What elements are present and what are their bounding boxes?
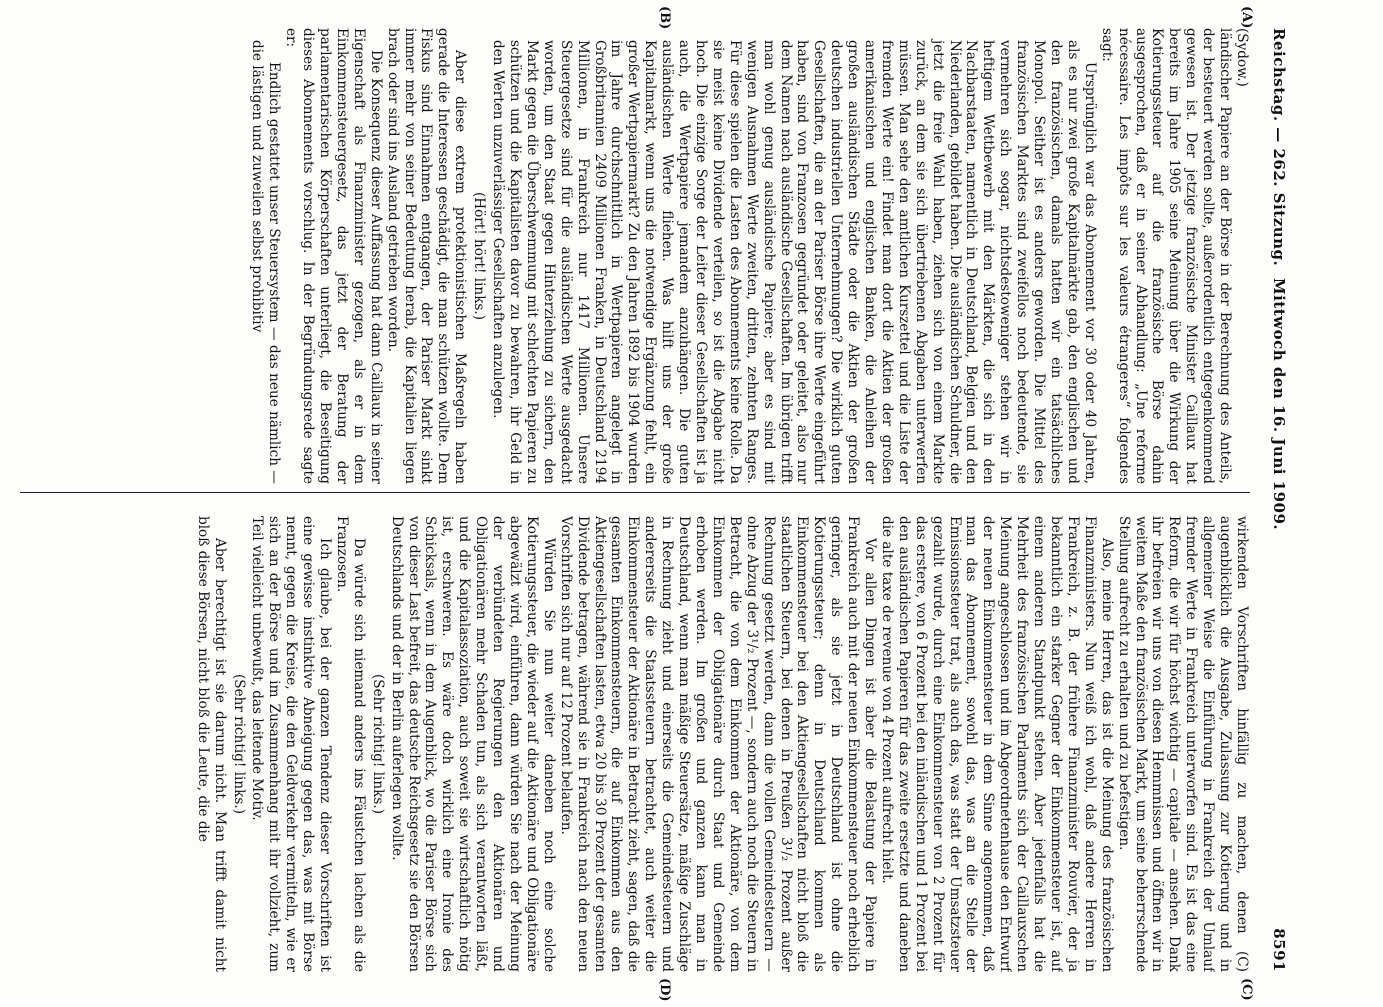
paragraph: Würden Sie nun weiter daneben noch eine solche Kotierungssteuer, die wieder auf die Aktionäre und Obligationäre abgewälzt wird, einführen, dann würden Sie nach der Meinung der verbündeten Regierungen den Aktionären und Obligationären mehr Schaden tun, als sich verantworten läßt, und die Kapitalassoziation, auch soweit sie wirtschaftlich nötig ist, erschweren. Es wäre doch wirklich eine Ironie des Schicksals, wenn in dem Augenblick, wo die Pariser Börse sich von dieser Last befreit, das deutsche Reichsgesetz sie den Börsen Deutschlands und der in Berlin auferlegen wollte. [388,516,557,972]
paragraph: Ich glaube, bei der ganzen Tendenz dieser Vorschriften ist eine gewisse instinktive Abneigung gegen das, was mit Börse nennt, gegen die Kreise, die den Geldverkehr vermitteln, wie er sich an der Börse und im Zusammenhang mit ihr vollzieht, zum Teil vielleicht unbewußt, das leitende Motiv. [249,516,334,972]
paragraph: Ursprünglich war das Abonnement vor 30 oder 40 Jahren, als es nur zwei große Kapitalmärkte gab, den englischen und den französischen, damals hatten wir ein tatsächliches Monopol. Seither ist es anders geworden. Die Mittel des französischen Marktes sind zweifellos noch bedeutende, sie vermehren sich sogar, nichtsdestoweniger stehen wir in heftigem Wettbewerb mit den Märkten, die sich in den Nachbarstaaten, namentlich in Deutschland, Belgien und den Niederlanden, gebildet haben. Die ausländischen Schuldner, die jetzt die freie Wahl haben, ziehen sich von einem Markte zurück, an dem sie sich übertriebenen Abgaben unterwerfen müssen. Man sehe den amtlichen Kurszettel und die Liste der fremden Werte ein! Findet man dort die Aktien der großen amerikanischen und englischen Banken, die Anleihen der großen ausländischen Städte oder die Aktien der großen deutschen industriellen Unternehmungen? Die wirklich guten Gesellschaften, die an der Pariser Börse ihre Werte eingeführt haben, sind von Franzosen gegründet oder geleitet, also nur dem Namen nach ausländische Gesellschaften. Im übrigen trifft man wohl genug ausländische Papiere; aber es sind mit wenigen Ausnahmen Werte zweiten, dritten, zehnten Ranges. Für diese spielen die Lasten des Abonnements keine Rolle. Da sie meist keine Dividende verteilen, so ist die Abgabe nicht hoch. Die einzige Sorge der Leiter dieser Gesellschaften ist ja auch, die Wertpapiere jemandem anzuhängen. Die guten ausländischen Werte fliehen. Was hilft uns der große Kapitalmarkt, wenn uns die notwendige Ergänzung fehlt, ein großer Wertpapiermarkt? Zu den Jahren 1892 bis 1904 wurden im Jahre durchschnittlich in Wertpapieren angelegt in Großbritannien 2409 Millionen Franken, in Deutschland 2194 Millionen, in Frankreich nur 1417 Millionen. Unsere Steuergesetze sind für die ausländischen Werte ausgedacht worden, um den Staat gegen Hinterziehung zu sichern, den Markt gegen die Überschwemmung mit schlechten Papieren zu schützen und die Kapitalisten davor zu bewahren, ihr Geld in den Werten unzuverlässiger Gesellschaften anzulegen. [490,40,1098,484]
paragraph: Also, meine Herren, das ist die Meinung des französischen Finanzministers. Nun weiß ich wohl, daß andere Herren in Frankreich, z. B. der frühere Finanzminister Rouvier, der ja bekanntlich ein starker Gegner der Einkommensteuer ist, auf einem anderen Standpunkt stehen. Aber jedenfalls hat die Mehrheit des französischen Parlaments sich der Caillauxschen Meinung angeschlossen und im Abgeordnetenhause den Entwurf der neuen Einkommensteuer in dem Sinne angenommen, daß man das Abonnement, sowohl das, was an die Stelle der Emissionssteuer trat, als auch das, was statt der Umsatzsteuer gezahlt wurde, durch eine Einkommensteuer von 2 Prozent für das erstere, von 6 Prozent bei den inländischen und 1 Prozent bei den ausländischen Papieren für das zweite ersetzte und daneben die alte taxe de revenue von 4 Prozent aufrecht hielt. [878,516,1115,972]
margin-marker-d: (D) [657,978,672,1002]
paragraph: Da würde sich niemand anders ins Fäustchen lachen als die Franzosen. [333,516,367,972]
running-header [1264,28,1292,972]
credit-text [0,606,1,974]
paragraph: wirkenden Vorschriften hinfällig zu machen, denen (C) augenblicklich die Ausgabe, Zulassung zur Kotierung und in allgemeiner Weise die Einführung in Frankreich der Umlauf fremder Werte in Frankreich unterworfen sind. Es ist das eine Reform, die wir für höchst wichtig — capitale — ansehen. Dank ihr befreien wir uns von diesen Hemmnissen und öffnen wir in weitem Maße den französischen Markt, um seine beherrschende Stellung aufrecht zu erhalten und zu befestigen. [1115,516,1250,972]
margin-marker-a: (A) [1239,6,1254,29]
digitization-credit [0,606,1,996]
paragraph: Aber berechtigt ist sie darum nicht. Man trifft damit nicht bloß diese Börsen, nicht bloß die Leute, die die [194,516,228,972]
left-column [20,28,1250,484]
paragraph: ländischer Papiere an der Börse in der Berechnung des Anteils, der besteuert werden sollte, außerordentlich entgegenkommend gewesen ist. Der jetzige französische Minister Caillaux hat bereits im Jahre 1905 seine Meinung über die Wirkung der Kotierungssteuer auf die französische Börse dahin ausgesprochen, daß er in seiner Abhandlung: „Une reforme nécessaire. Les impôts sur les valeurs étrangeres“ folgendes sagt: [1098,28,1234,484]
header-date: Mittwoch den 16. Juni 1909. [1270,278,1288,531]
margin-marker-b: (B) [657,6,672,30]
paragraph: (Sydow.) [1234,28,1250,87]
right-column [20,516,1250,972]
paragraph: (Sehr richtig! links.) [369,673,386,815]
page-number: 8591 [1270,928,1288,972]
paragraph: Aber diese extrem protektionistischen Maßregeln haben gerade die Interessen geschädigt, die man schützen wollte. Dem Fiskus sind Einnahmen entgangen, der Pariser Markt sinkt immer mehr von seiner Bedeutung herab, die Kapitalien liegen brach oder sind ins Ausland getrieben worden. [384,28,469,484]
paragraph: Endlich gestattet unser Steuersystem — das neue nämlich — die lästigen und zuweilen selbst prohibitiv [249,40,283,484]
header-session: Reichstag. — 262. Sitzung. [1270,28,1288,267]
paragraph: Die Konsequenz dieser Auffassung hat dann Caillaux in seiner Eigenschaft als Finanzminister gezogen, als er in dem Einkommensteuergesetz, das jetzt der Beratung der parlamentarischen Körperschaften unterliegt, die Beseitigung dieses Abonnements vorschlug. In der Begründungsrede sagte er: [283,28,384,484]
margin-marker-c: (C) [1239,978,1254,1001]
paragraph: Vor allen Dingen ist aber die Belastung der Papiere in Frankreich auch mit der neuen Einkommensteuer noch erheblich geringer, als sie jetzt in Deutschland ist ohne die Kotierungssteuer; denn in Deutschland kommen als Einkommensteuer bei den Aktiengesellschaften nicht bloß die staatlichen Steuern, bei denen in Preußen 3¹/₂ Prozent außer Rechnung gesetzt werden, dann die vollen Gemeindesteuern — ohne Abzug der 3¹/₂ Prozent —, sondern auch noch die Steuern in Betracht, die von dem Einkommen der Aktionäre, von dem Einkommen der Obligationäre durch Staat und Gemeinde erhoben werden. Im großen und ganzen kann man in Deutschland, wenn man mäßige Steuersätze, mäßige Zuschläge in Rechnung zieht und einerseits die Gemeindesteuern und andererseits die Staatssteuern betrachtet, auch weiter die Einkommensteuer der Aktionäre in Betracht zieht, sagen, daß die gesamten Einkommensteuern, die auf Einkommen aus den Aktiengesellschaften lasten, etwa 20 bis 30 Prozent der gesamten Dividende betragen, während sie in Frankreich nach den neuen Vorschriften sich nur auf 12 Prozent belaufen. [557,516,879,972]
paragraph: (Sehr richtig! links.) [230,673,247,815]
column-divider [20,492,1250,493]
paragraph: (Hört! hört! links.) [471,191,488,321]
